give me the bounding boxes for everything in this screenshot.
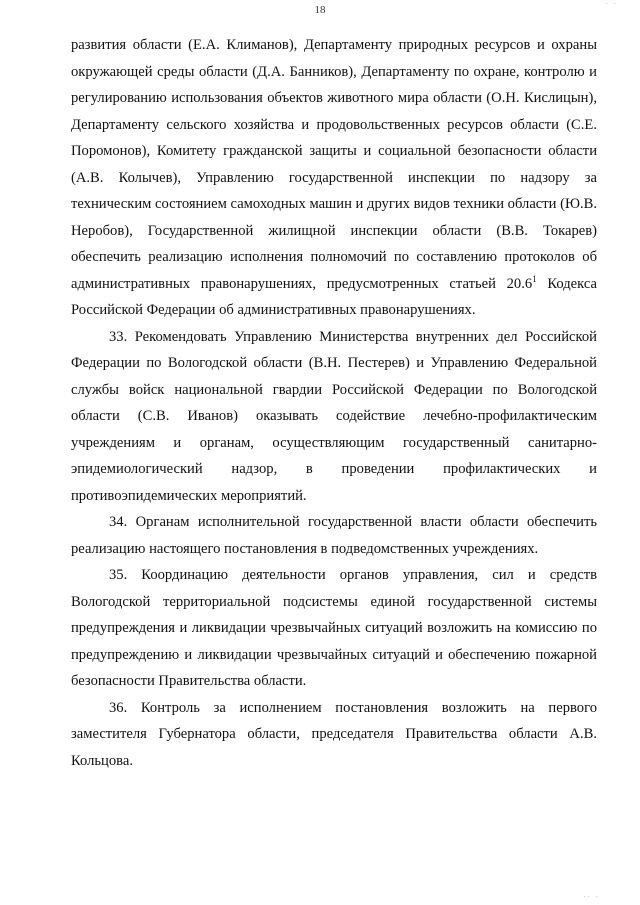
page-number: 18 bbox=[314, 4, 326, 16]
paragraph-text: развития области (Е.А. Климанов), Департаменту природных ресурсов и охраны окружающей среды области (Д.А. Банников), Департаменту по охране, контролю и регулированию использования объектов животного мира области (О.Н. Кислицын), Департаменту сельского хозяйства и продовольственных ресурсов области (С.Е. Поромонов), Комитету гражданской защиты и социальной безопасности области (А.В. Колычев), Управлению государственной инспекции по надзору за техническим состоянием самоходных машин и других видов техники области (Ю.В. Неробов), Государственной жилищной инспекции области (В.В. Токарев) обеспечить реализацию исполнения полномочий по составлению протоколов об административных правонарушениях, предусмотренных статьей 20.6 bbox=[71, 37, 597, 292]
paragraph-text: 35. Координацию деятельности органов управления, сил и средств Вологодской территориальной подсистемы единой государственной системы предупреждения и ликвидации чрезвычайных ситуаций возложить на комиссию по предупреждению и ликвидации чрезвычайных ситуаций и обеспечению пожарной безопасности Правительства области. bbox=[71, 567, 597, 689]
paragraph-33 bbox=[71, 324, 597, 510]
paragraph-35 bbox=[71, 562, 597, 695]
paragraph-32-continued bbox=[71, 32, 597, 324]
scan-corner-mark-bottom: ·· · bbox=[583, 893, 600, 901]
paragraph-text: 36. Контроль за исполнением постановления возложить на первого заместителя Губернатора области, председателя Правительства области А.В. Кольцова. bbox=[71, 699, 597, 769]
paragraph-34 bbox=[71, 509, 597, 562]
paragraph-text: Кодекса Российской Федерации об административных правонарушениях. bbox=[71, 275, 597, 318]
paragraph-36 bbox=[71, 695, 597, 775]
document-body bbox=[71, 32, 597, 774]
paragraph-text: 33. Рекомендовать Управлению Министерства внутренних дел Российской Федерации по Вологодской области (В.Н. Пестерев) и Управлению Федеральной службы войск национальной гвардии Российской Федерации по Вологодской области (С.В. Иванов) оказывать содействие лечебно-профилактическим учреждениям и органам, осуществляющим государственный санитарно-эпидемиологический надзор, в проведении профилактических и противоэпидемических мероприятий. bbox=[71, 328, 597, 504]
scan-corner-mark-top: · · bbox=[605, 0, 618, 8]
superscript: 1 bbox=[532, 273, 537, 284]
paragraph-text: 34. Органам исполнительной государственной власти области обеспечить реализацию настоящего постановления в подведомственных учреждениях. bbox=[71, 514, 597, 557]
